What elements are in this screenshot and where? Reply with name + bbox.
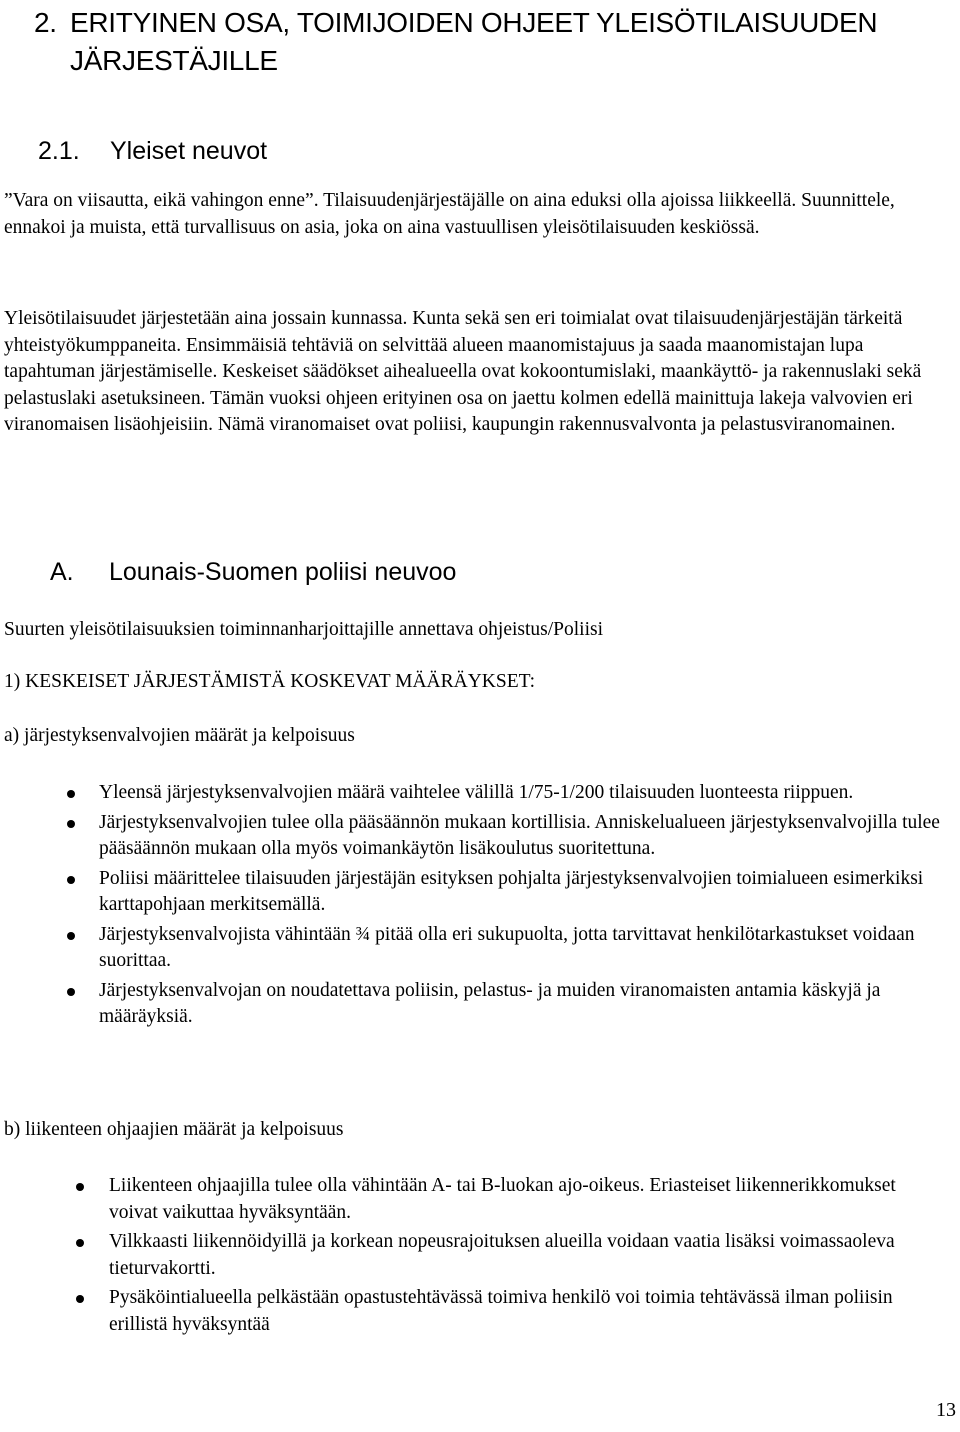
section-title: Yleiset neuvot bbox=[110, 137, 268, 165]
bullet-icon bbox=[67, 820, 75, 828]
bullet-icon bbox=[67, 876, 75, 884]
bullet-icon bbox=[76, 1183, 84, 1191]
chapter-number: 2. bbox=[34, 7, 57, 38]
list-item-text: Vilkkaasti liikennöidyillä ja korkean nopeusrajoituksen alueilla voidaan vaatia lisäksi voimassaoleva tieturvakortti. bbox=[109, 1231, 895, 1279]
list-item bbox=[109, 1229, 939, 1282]
bullet-icon bbox=[67, 988, 75, 996]
subchapter-letter: A. bbox=[50, 558, 74, 586]
list-item bbox=[109, 1173, 939, 1226]
bullet-icon bbox=[76, 1295, 84, 1303]
bullet-icon bbox=[67, 790, 75, 798]
subchapter-heading bbox=[50, 556, 456, 588]
subsection-b-title: b) liikenteen ohjaajien määrät ja kelpoisuus bbox=[4, 1119, 344, 1140]
list-item bbox=[99, 810, 959, 863]
list-item-text: Poliisi määrittelee tilaisuuden järjestäjän esityksen pohjalta järjestyksenvalvojien toimialueen esimerkiksi karttapohjaan merkitsemällä. bbox=[99, 867, 924, 915]
list-item bbox=[99, 922, 959, 975]
bullet-icon bbox=[67, 932, 75, 940]
list-item-text: Yleensä järjestyksenvalvojien määrä vaihtelee välillä 1/75-1/200 tilaisuuden luonteesta riippuen. bbox=[99, 782, 854, 803]
subsection-a-title: a) järjestyksenvalvojien määrät ja kelpoisuus bbox=[4, 725, 355, 746]
list-item-text: Järjestyksenvalvojien tulee olla pääsäännön mukaan kortillisia. Anniskelualueen järjestyksenvalvojilla tulee pääsäännön mukaan olla myös voimankäytön lisäkoulutus suoritettuna. bbox=[99, 811, 940, 859]
chapter-title-line1: ERITYINEN OSA, TOIMIJOIDEN OHJEET YLEISÖTILAISUUDEN bbox=[70, 7, 878, 38]
chapter-heading bbox=[34, 4, 954, 80]
list-item-text: Järjestyksenvalvojista vähintään ¾ pitää olla eri sukupuolta, jotta tarvittavat henkilötarkastukset voidaan suorittaa. bbox=[99, 923, 915, 971]
list-item-text: Järjestyksenvalvojan on noudatettava poliisin, pelastus- ja muiden viranomaisten antamia käskyjä ja määräyksiä. bbox=[99, 979, 881, 1027]
list-item-text: Liikenteen ohjaajilla tulee olla vähintään A- tai B-luokan ajo-oikeus. Eriasteiset liikennerikkomukset voivat vaikuttaa hyväksyntään. bbox=[109, 1175, 896, 1223]
section-heading bbox=[38, 136, 267, 166]
bullet-icon bbox=[76, 1239, 84, 1247]
list-item bbox=[99, 978, 959, 1031]
list-item-text: Pysäköintialueella pelkästään opastustehtävässä toimiva henkilö voi toimia tehtävässä ilman poliisin erillistä hyväksyntää bbox=[109, 1287, 893, 1335]
list-item bbox=[99, 780, 959, 807]
bullet-list-b bbox=[109, 1173, 939, 1341]
list-item bbox=[109, 1285, 939, 1338]
intro-paragraph: ”Vara on viisautta, eikä vahingon enne”. Tilaisuudenjärjestäjälle on aina eduksi olla ajoissa liikkeellä. Suunnittele, ennakoi ja muista, että turvallisuus on asia, joka on aina vastuullisen yleisötilaisuuden keskiössä. bbox=[4, 190, 895, 238]
chapter-title-line2: JÄRJESTÄJILLE bbox=[70, 45, 278, 76]
subchapter-title: Lounais-Suomen poliisi neuvoo bbox=[109, 558, 457, 586]
section1-title: 1) KESKEISET JÄRJESTÄMISTÄ KOSKEVAT MÄÄRÄYKSET: bbox=[4, 671, 535, 692]
list-item bbox=[99, 866, 959, 919]
page-number: 13 bbox=[936, 1399, 956, 1421]
section-number: 2.1. bbox=[38, 137, 80, 165]
bullet-list-a bbox=[99, 780, 959, 1034]
guidance-title: Suurten yleisötilaisuuksien toiminnanharjoittajille annettava ohjeistus/Poliisi bbox=[4, 619, 604, 640]
main-paragraph: Yleisötilaisuudet järjestetään aina jossain kunnassa. Kunta sekä sen eri toimialat ovat tilaisuudenjärjestäjän tärkeitä yhteistyökumppaneita. Ensimmäisiä tehtäviä on selvittää alueen maanomistajuus ja saada maanomistajan lupa tapahtuman järjestämiselle. Keskeiset säädökset aihealueella ovat kokoontumislaki, maankäyttö- ja rakennuslaki sekä pelastuslaki asetuksineen. Tämän vuoksi ohjeen erityinen osa on jaettu kolmen edellä mainittuja lakeja valvovien eri viranomaisen lisäohjeisiin. Nämä viranomaiset ovat poliisi, kaupungin rakennusvalvonta ja pelastusviranomainen. bbox=[4, 308, 922, 435]
